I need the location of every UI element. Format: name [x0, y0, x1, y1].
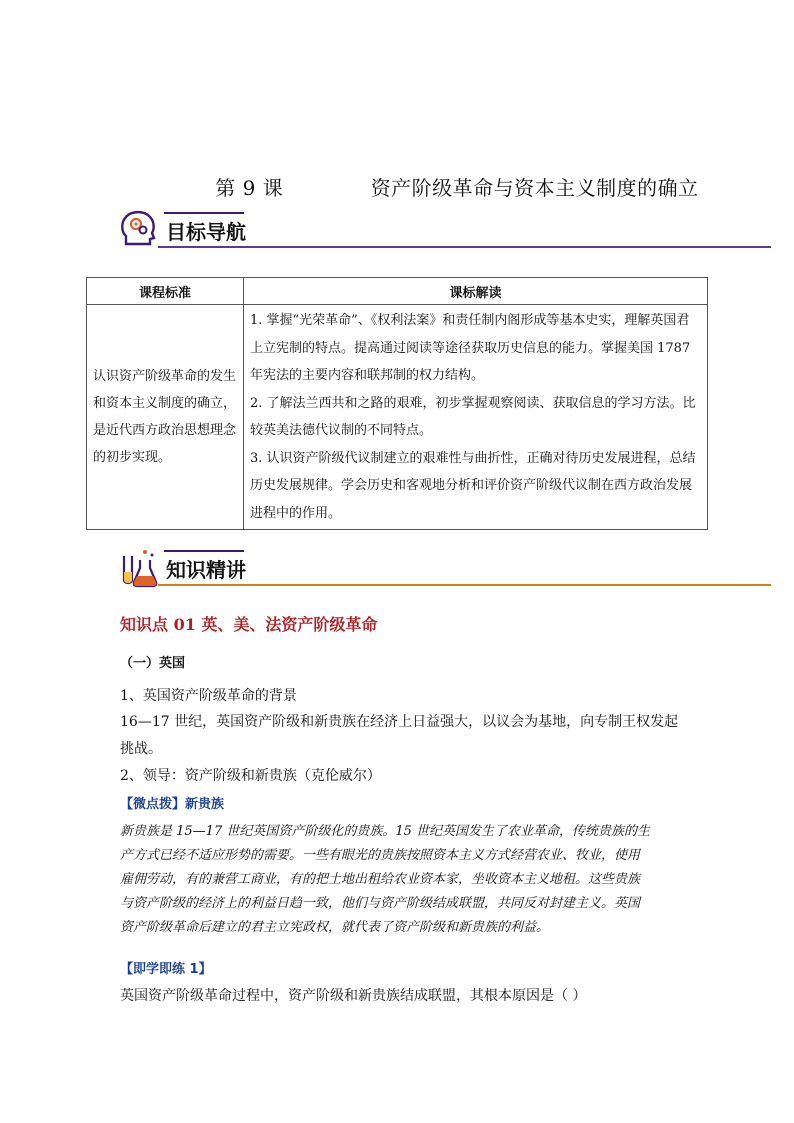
tip-paragraph	[120, 820, 680, 940]
section-title-knowledge: 知识精讲	[166, 558, 246, 582]
table-header-standard: 课程标准	[87, 278, 244, 305]
item-background-body-line2: 挑战。	[120, 741, 162, 757]
table-header-row	[87, 278, 708, 305]
section-header-knowledge	[118, 546, 771, 590]
tip-label: 【微点拨】新贵族	[120, 797, 225, 812]
practice-question: 英国资产阶级革命过程中，资产阶级和新贵族结成联盟，其根本原因是（ ）	[120, 988, 587, 1004]
table-header-interpretation: 课标解读	[244, 278, 708, 305]
page-title: 第 9 课 资产阶级革命与资本主义制度的确立	[215, 176, 699, 200]
tip-line: 新贵族是 15—17 世纪英国资产阶级化的贵族。15 世纪英国发生了农业革命，传统贵族的生	[120, 824, 651, 839]
head-gears-icon	[118, 208, 160, 250]
tip-line: 雇佣劳动，有的兼营工商业，有的把土地出租给农业资本家，坐收资本主义地租。这些贵族	[120, 872, 641, 887]
interpretation-item-1: 1. 掌握“光荣革命”、《权利法案》和责任制内阁形成等基本史实，理解英国君上立宪制的特点。提高通过阅读等途径获取历史信息的能力。掌握美国 1787 年宪法的主要内容和联邦制的权力结构。	[250, 313, 691, 383]
practice-label: 【即学即练 1】	[120, 962, 212, 977]
tip-line: 资产阶级革命后建立的君主立宪政权，就代表了资产阶级和新贵族的利益。	[120, 920, 550, 935]
tip-line: 与资产阶级的经济上的利益日趋一致，他们与资产阶级结成联盟，共同反对封建主义。英国	[120, 896, 641, 911]
interpretation-item-3: 3. 认识资产阶级代议制建立的艰难性与曲折性，正确对待历史发展进程，总结历史发展规律。学会历史和客观地分析和评价资产阶级代议制在西方政治发展进程中的作用。	[250, 450, 696, 521]
interpretation-item-2: 2. 了解法兰西共和之路的艰难，初步掌握观察阅读、获取信息的学习方法。比较英美法德代议制的不同特点。	[250, 395, 696, 438]
knowledge-point-title: 知识点 01 英、美、法资产阶级革命	[120, 615, 378, 634]
standards-table	[86, 277, 708, 530]
section-header-goals	[118, 208, 771, 252]
item-leadership: 2、领导：资产阶级和新贵族（克伦威尔）	[120, 768, 381, 784]
table-cell-standard: 认识资产阶级革命的发生和资本主义制度的确立，是近代西方政治思想理念的初步实现。	[87, 305, 244, 530]
subsection-england: （一）英国	[120, 656, 186, 671]
lab-flask-icon	[118, 546, 160, 588]
table-cell-interpretation	[244, 305, 708, 530]
item-background-heading: 1、英国资产阶级革命的背景	[120, 688, 297, 704]
tip-line: 产方式已经不适应形势的需要。一些有眼光的贵族按照资本主义方式经营农业、牧业，使用	[120, 848, 641, 863]
item-background-body-line1: 16—17 世纪，英国资产阶级和新贵族在经济上日益强大，以议会为基地，向专制王权发起	[120, 714, 679, 730]
section-title-goals: 目标导航	[166, 220, 246, 244]
table-row	[87, 305, 708, 530]
